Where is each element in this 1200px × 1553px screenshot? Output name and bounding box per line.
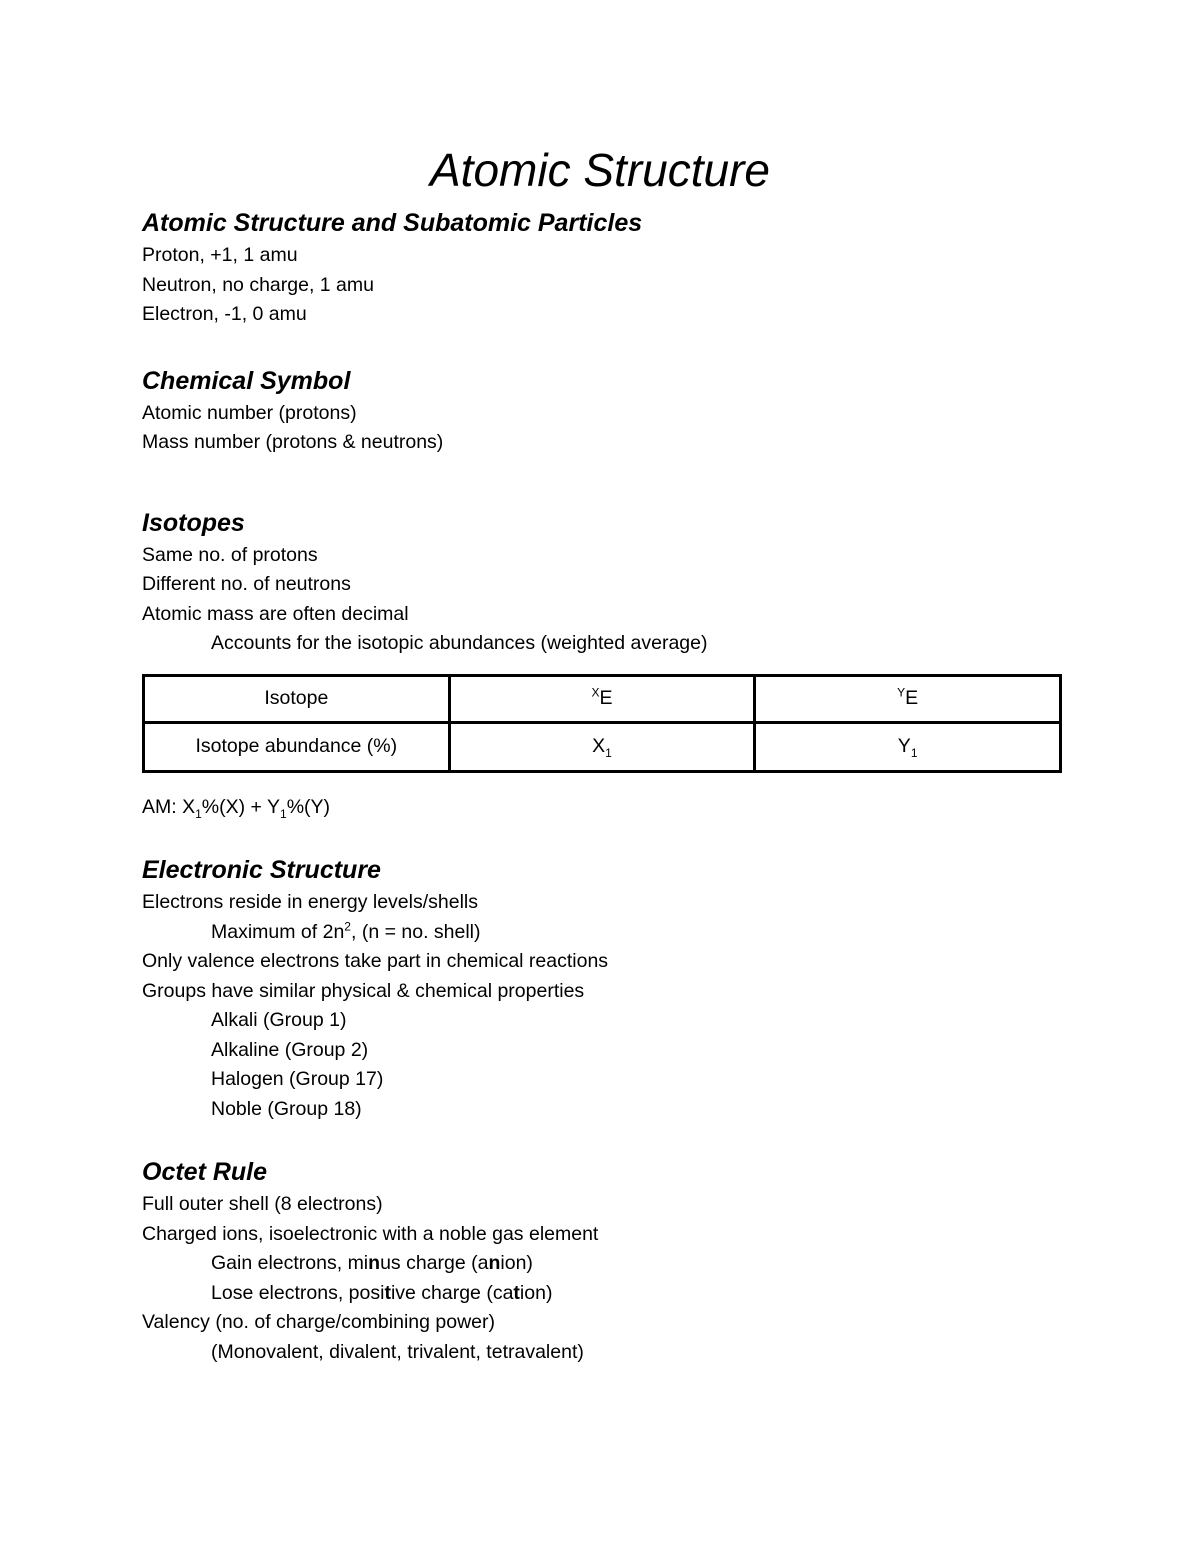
atomic-mass-formula: AM: $X_1\%(X) + Y_1\%(Y)$ bbox=[142, 795, 331, 821]
text-line-indented: (Monovalent, divalent, trivalent, tetravalent) bbox=[211, 1340, 584, 1363]
document-content bbox=[142, 205, 1062, 1367]
section-heading-chemical-symbol: Chemical Symbol bbox=[142, 366, 351, 395]
text-line-indented: Lose electrons, positive charge (cation) bbox=[211, 1281, 553, 1304]
section-heading-isotopes: Isotopes bbox=[142, 508, 245, 537]
table-cell: $X_1$ bbox=[449, 722, 755, 771]
text-line: Groups have similar physical & chemical properties bbox=[142, 979, 585, 1002]
text-line: Valency (no. of charge/combining power) bbox=[142, 1311, 495, 1333]
text-line-indented: Gain electrons, minus charge (anion) bbox=[211, 1252, 533, 1274]
text-line: Atomic mass are often decimal bbox=[142, 602, 409, 625]
table-cell: $^Y$E bbox=[755, 675, 1061, 722]
text-line: Only valence electrons take part in chemical reactions bbox=[142, 950, 609, 972]
text-line-indented: Noble (Group 18) bbox=[211, 1097, 362, 1120]
text-line: Proton, +1, 1 amu bbox=[142, 244, 298, 266]
table-cell: Isotope abundance (%) bbox=[144, 722, 450, 771]
section-heading-subatomic: Atomic Structure and Subatomic Particles bbox=[142, 209, 643, 237]
text-line: Charged ions, isoelectronic with a noble gas element bbox=[142, 1222, 599, 1245]
table-row bbox=[144, 675, 1061, 722]
text-line: Electron, -1, 0 amu bbox=[142, 303, 307, 325]
page-title: Atomic Structure bbox=[430, 144, 770, 196]
text-line-indented: Alkali (Group 1) bbox=[211, 1009, 347, 1031]
text-line: Mass number (protons & neutrons) bbox=[142, 431, 444, 453]
table-row bbox=[144, 722, 1061, 771]
text-line-indented: Maximum of $2n^2$, (n = no. shell) bbox=[211, 919, 481, 943]
text-line: Full outer shell (8 electrons) bbox=[142, 1193, 383, 1215]
text-line-indented: Alkaline (Group 2) bbox=[211, 1038, 369, 1061]
text-line-indented: Accounts for the isotopic abundances (weighted average) bbox=[211, 632, 708, 654]
section-heading-octet-rule: Octet Rule bbox=[142, 1158, 268, 1186]
table-cell: Isotope bbox=[144, 675, 450, 722]
section-heading-electronic-structure: Electronic Structure bbox=[142, 856, 381, 884]
table-cell: $^X$E bbox=[449, 675, 755, 722]
table-cell: $Y_1$ bbox=[755, 722, 1061, 771]
text-line: Electrons reside in energy levels/shells bbox=[142, 891, 478, 913]
text-line-indented: Halogen (Group 17) bbox=[211, 1068, 384, 1090]
text-line: Different no. of neutrons bbox=[142, 573, 351, 595]
text-line: Neutron, no charge, 1 amu bbox=[142, 273, 374, 296]
text-line: Same no. of protons bbox=[142, 543, 318, 566]
isotope-table bbox=[142, 674, 1062, 773]
text-line: Atomic number (protons) bbox=[142, 401, 357, 424]
